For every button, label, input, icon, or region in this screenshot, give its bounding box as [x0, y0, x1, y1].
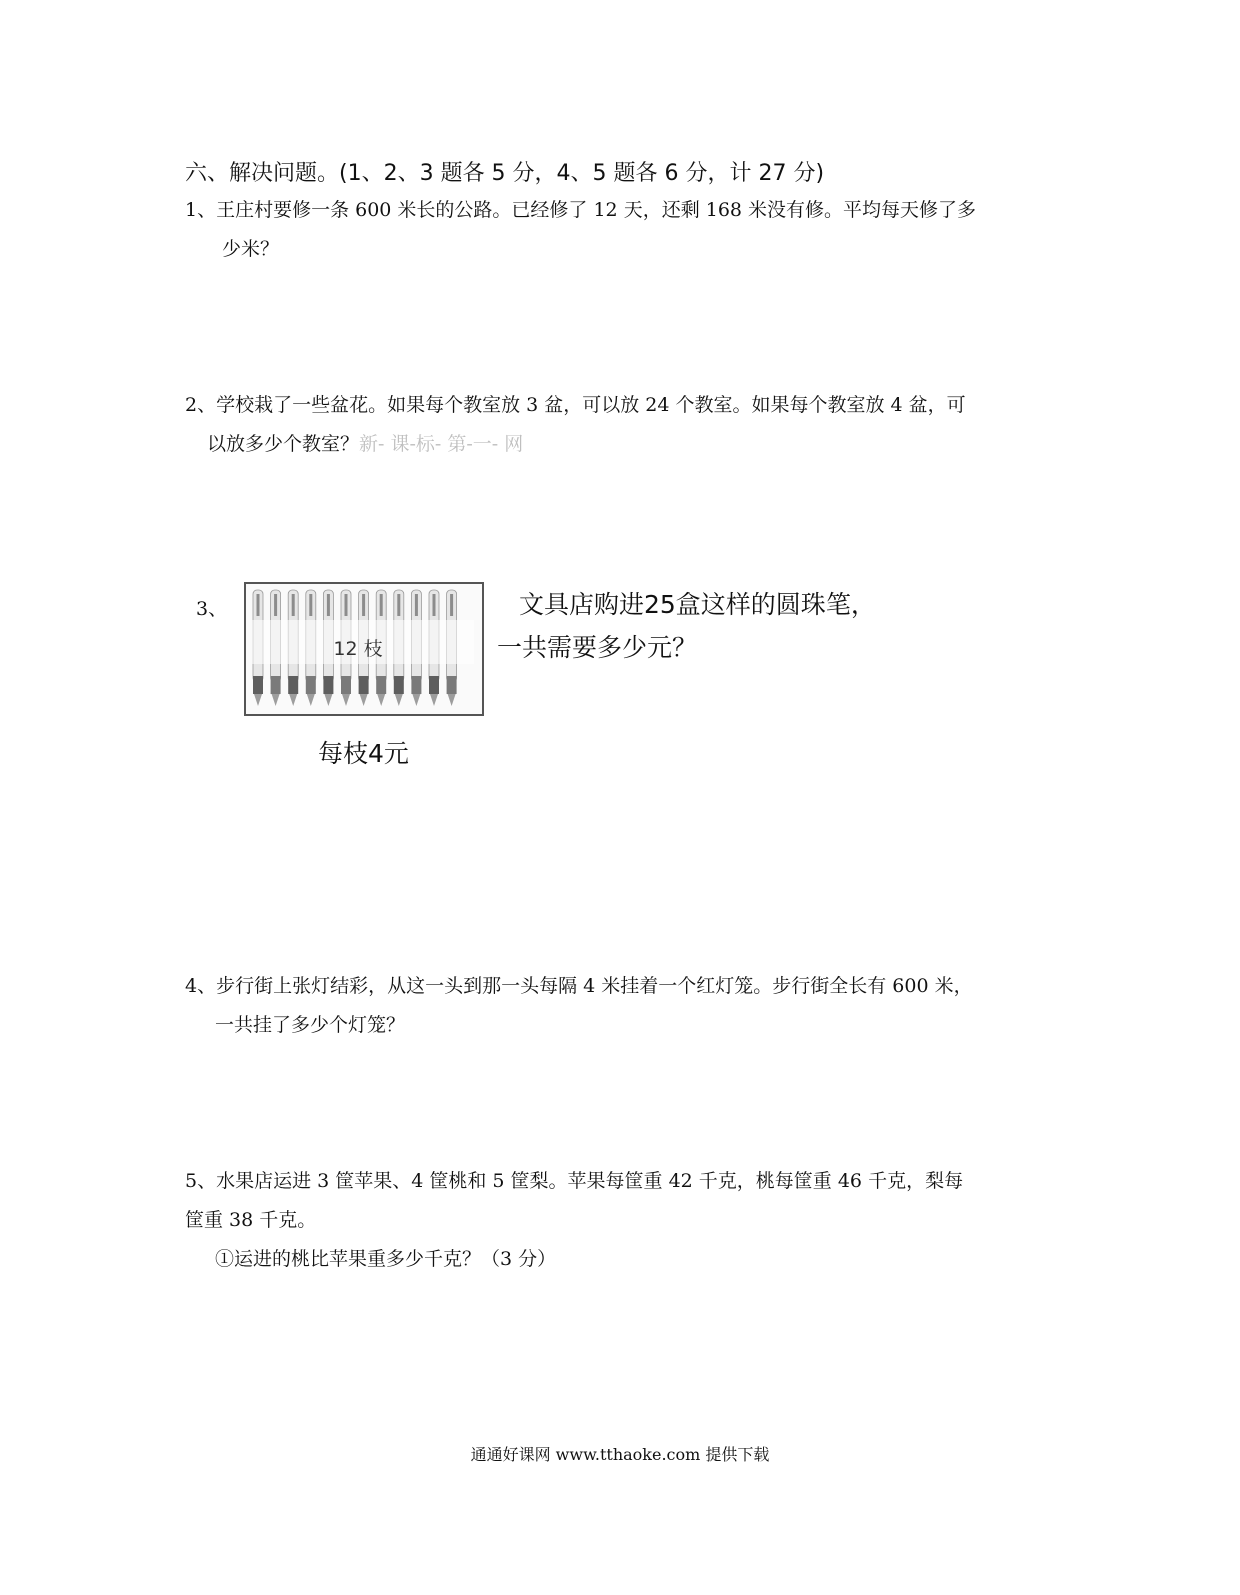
- question-5-line-2: 筐重 38 千克。: [185, 1209, 317, 1231]
- question-5-line-1: 5、水果店运进 3 筐苹果、4 筐桃和 5 筐梨。苹果每筐重 42 千克，桃每筐重 46 千克，梨每: [185, 1170, 964, 1192]
- question-2-line-1: 2、学校栽了一些盆花。如果每个教室放 3 盆，可以放 24 个教室。如果每个教室放 4 盆，可: [185, 394, 966, 416]
- pen-box-image: [244, 582, 484, 716]
- question-3-line-1: 文具店购进25盒这样的圆珠笔，: [519, 590, 876, 619]
- pens-illustration: [246, 584, 482, 714]
- question-1-line-2: 少米？: [222, 238, 280, 260]
- question-1-line-1: 1、王庄村要修一条 600 米长的公路。已经修了 12 天，还剩 168 米没有修。平均每天修了多: [185, 199, 977, 221]
- question-3-line-2: 一共需要多少元？: [497, 633, 698, 662]
- page-footer: 通通好课网 www.tthaoke.com 提供下载: [470, 1445, 770, 1464]
- watermark-text: 新- 课-标- 第-一- 网: [359, 433, 524, 455]
- pen-price-caption: 每枝4元: [318, 739, 409, 768]
- section-title: 六、解决问题。(1、2、3 题各 5 分，4、5 题各 6 分，计 27 分): [185, 161, 825, 186]
- question-2-text: 以放多少个教室？: [207, 433, 360, 455]
- question-5-sub-1: ①运进的桃比苹果重多少千克？（3 分）: [215, 1248, 557, 1270]
- question-3-number: 3、: [196, 598, 228, 620]
- question-4-line-2: 一共挂了多少个灯笼？: [215, 1014, 406, 1036]
- question-4-line-1: 4、步行街上张灯结彩，从这一头到那一头每隔 4 米挂着一个红灯笼。步行街全长有 600 米，: [185, 975, 973, 997]
- box-label: 12 枝: [333, 638, 383, 660]
- question-2-line-2: [207, 425, 523, 463]
